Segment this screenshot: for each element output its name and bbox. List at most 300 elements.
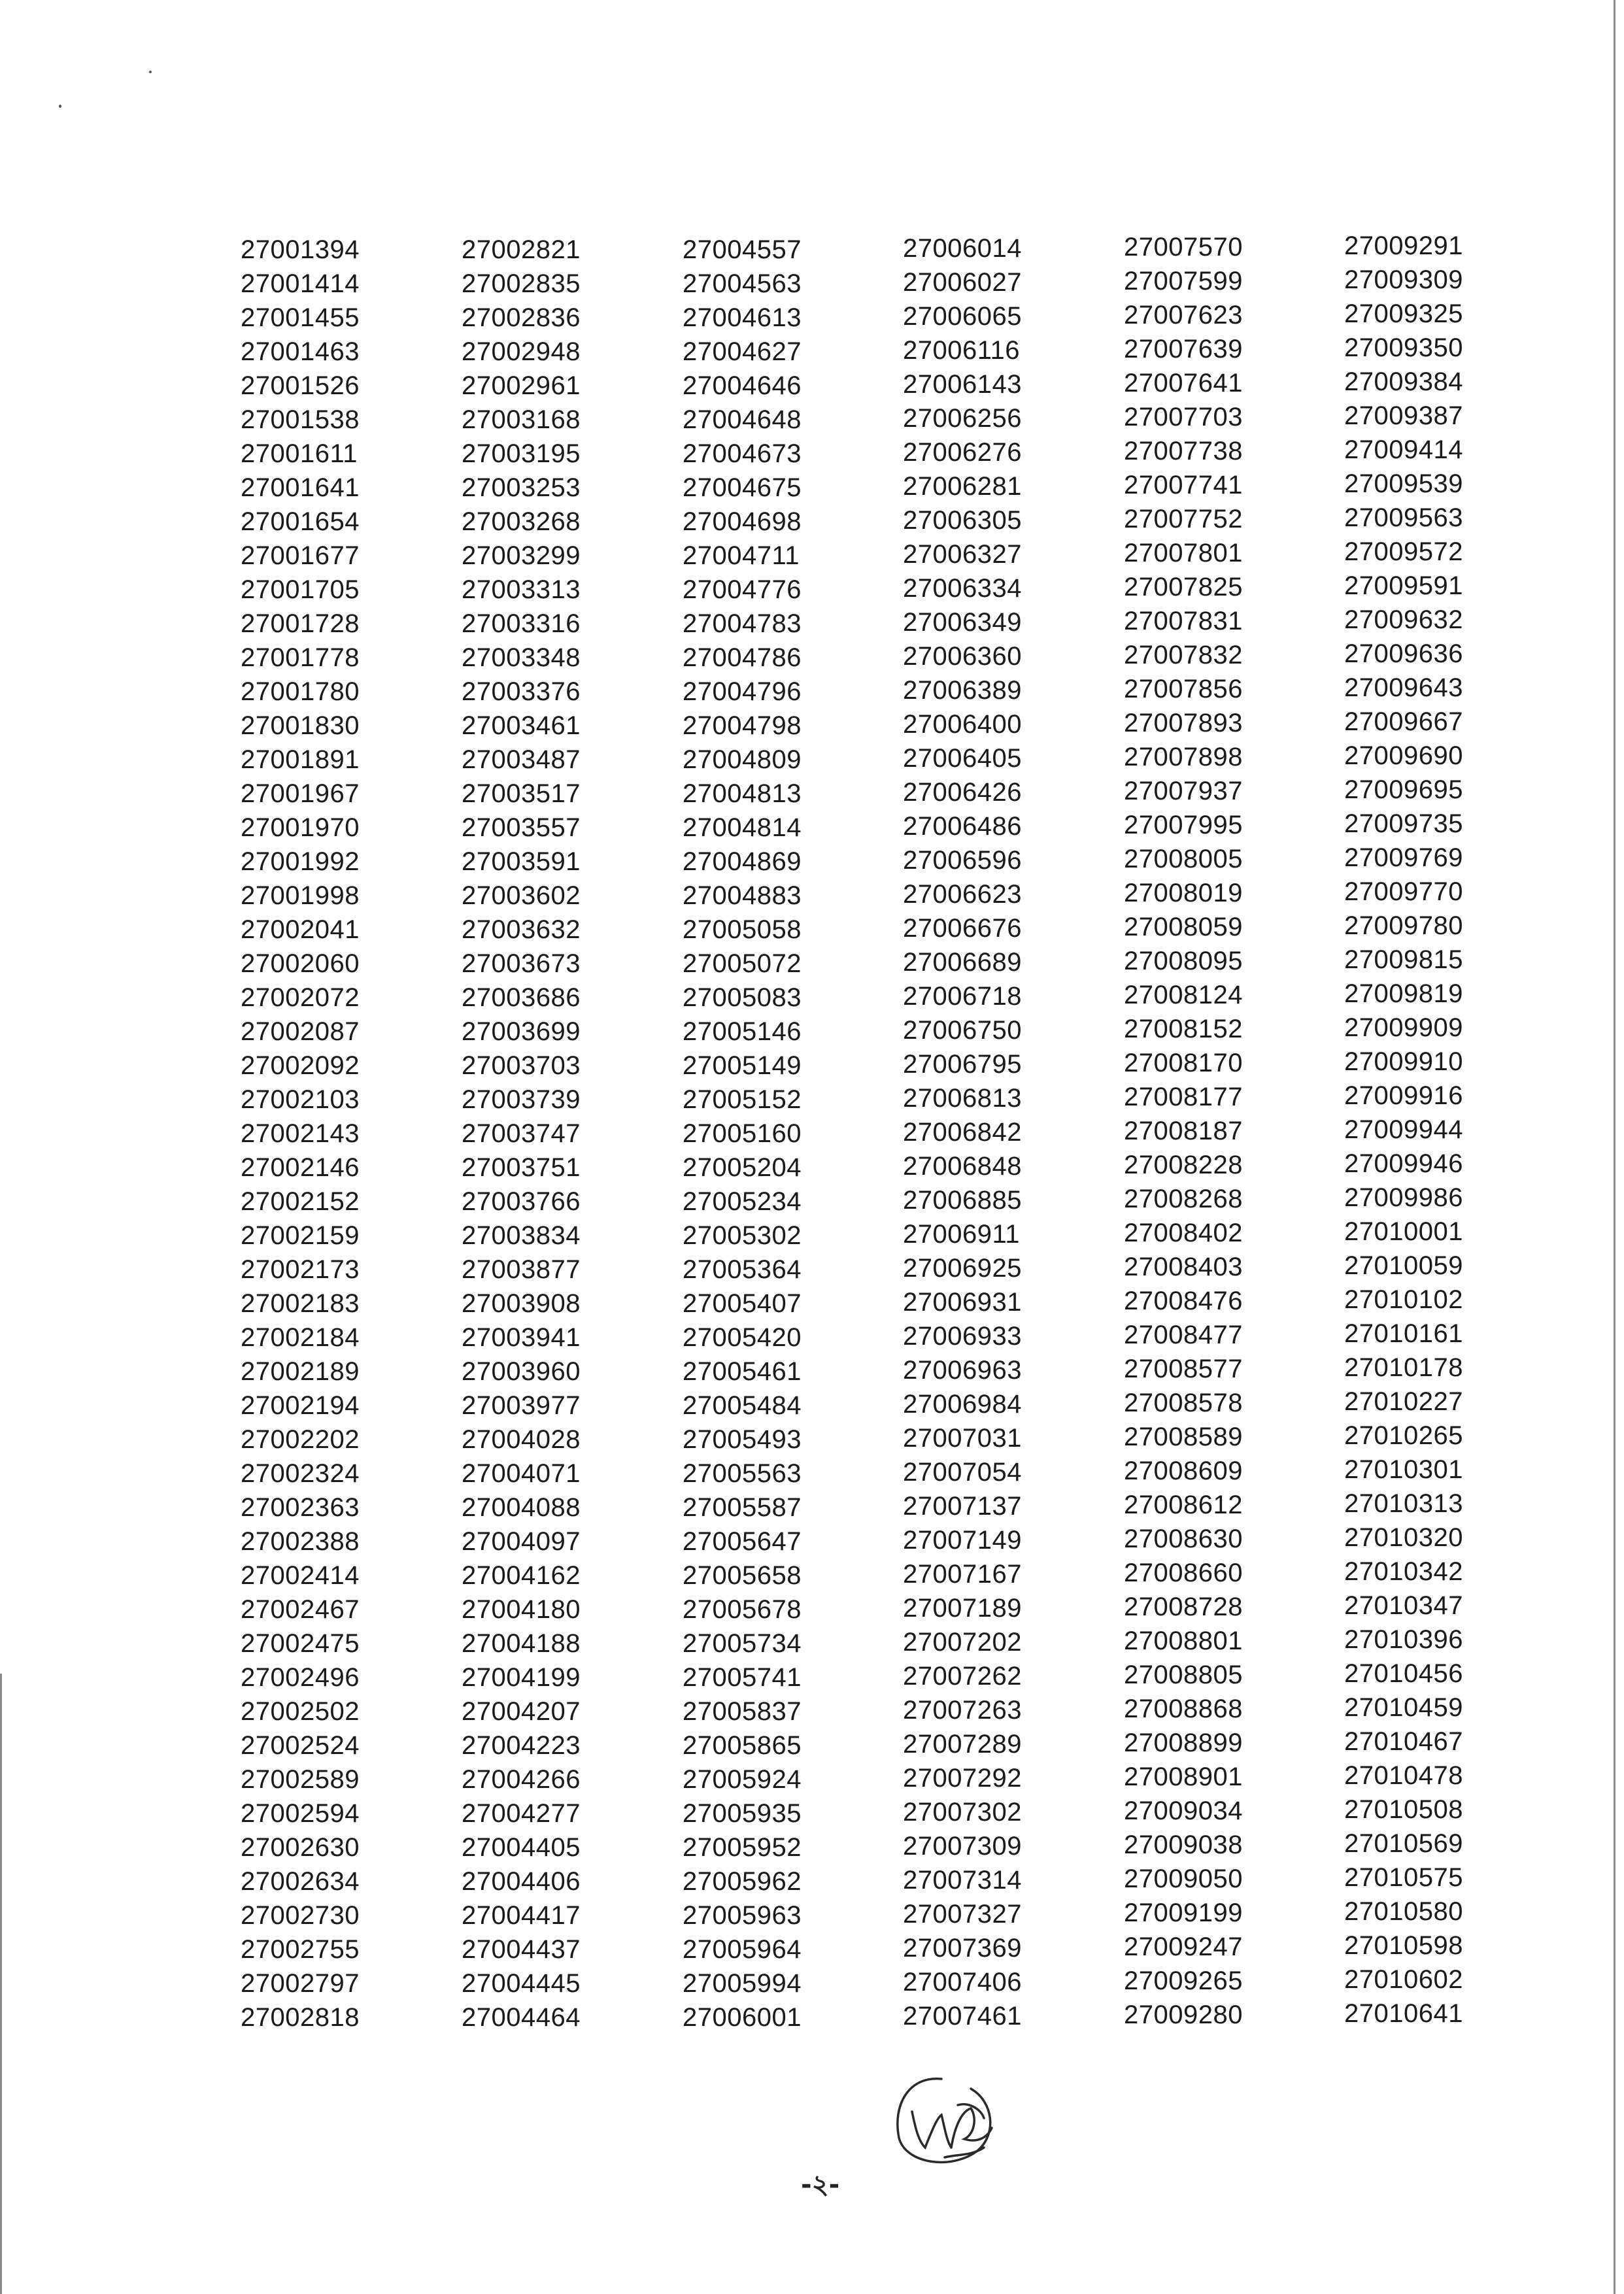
registration-number: 27005647 [683,1527,802,1556]
registration-number: 27008899 [1124,1729,1243,1757]
registration-number: 27003268 [462,507,581,536]
registration-number: 27006486 [903,812,1022,841]
registration-number: 27008402 [1124,1219,1243,1247]
registration-number: 27002961 [462,371,581,400]
registration-number: 27003699 [462,1017,581,1046]
registration-number: 27006400 [903,710,1022,739]
registration-number: 27004223 [462,1731,581,1760]
registration-number: 27006676 [903,914,1022,943]
registration-number: 27005587 [683,1493,802,1522]
registration-number: 27002589 [241,1765,360,1794]
registration-number: 27002087 [241,1017,360,1046]
registration-number: 27007262 [903,1662,1022,1691]
registration-number: 27002194 [241,1391,360,1420]
registration-number: 27010569 [1344,1829,1463,1858]
registration-number: 27004809 [683,745,802,774]
registration-number: 27004097 [462,1527,581,1556]
registration-number: 27004406 [462,1867,581,1896]
scan-speck [149,71,152,73]
registration-number: 27008476 [1124,1287,1243,1315]
registration-number: 27010598 [1344,1931,1463,1960]
registration-number: 27006256 [903,404,1022,433]
number-column-6 [1344,229,1540,2031]
registration-number: 27003591 [462,847,581,876]
registration-number: 27004162 [462,1561,581,1590]
registration-number: 27005493 [683,1425,802,1454]
registration-number: 27002092 [241,1051,360,1080]
registration-number: 27003977 [462,1391,581,1420]
registration-number: 27008589 [1124,1423,1243,1451]
registration-number: 27002159 [241,1221,360,1250]
registration-number: 27008801 [1124,1627,1243,1655]
registration-number: 27005837 [683,1697,802,1726]
registration-number: 27002363 [241,1493,360,1522]
registration-number: 27004646 [683,371,802,400]
registration-number: 27006001 [683,2003,802,2032]
registration-number: 27002755 [241,1935,360,1964]
registration-number: 27004648 [683,405,802,434]
registration-number: 27004199 [462,1663,581,1692]
registration-number: 27003834 [462,1221,581,1250]
registration-number: 27009690 [1344,741,1463,770]
registration-number: 27009247 [1124,1932,1243,1961]
registration-number: 27009572 [1344,537,1463,566]
number-column-3 [683,233,879,2034]
registration-number: 27008005 [1124,845,1243,873]
registration-number: 27007738 [1124,437,1243,465]
registration-number: 27009632 [1344,605,1463,634]
registration-number: 27004613 [683,303,802,332]
registration-number: 27001538 [241,405,360,434]
registration-number: 27008577 [1124,1355,1243,1383]
registration-number: 27006925 [903,1254,1022,1283]
registration-number: 27009667 [1344,707,1463,736]
registration-number: 27007599 [1124,267,1243,295]
registration-number: 27004557 [683,235,802,264]
registration-number: 27009735 [1344,809,1463,838]
registration-number: 27009815 [1344,945,1463,974]
registration-number: 27007031 [903,1424,1022,1453]
registration-number: 27007825 [1124,573,1243,601]
registration-number: 27006276 [903,438,1022,467]
registration-number: 27008124 [1124,981,1243,1009]
registration-number: 27008059 [1124,913,1243,941]
registration-number: 27003316 [462,609,581,638]
registration-number: 27010575 [1344,1863,1463,1892]
registration-number: 27003766 [462,1187,581,1216]
registration-number: 27008728 [1124,1593,1243,1621]
registration-number: 27004814 [683,813,802,842]
registration-number: 27005963 [683,1901,802,1930]
registration-number: 27002496 [241,1663,360,1692]
registration-number: 27008152 [1124,1015,1243,1043]
registration-number: 27010059 [1344,1251,1463,1280]
registration-number: 27009384 [1344,367,1463,396]
registration-number: 27009819 [1344,979,1463,1008]
registration-number: 27010178 [1344,1353,1463,1382]
registration-number: 27004277 [462,1799,581,1828]
registration-number: 27002146 [241,1153,360,1182]
registration-number: 27004088 [462,1493,581,1522]
registration-number: 27002388 [241,1527,360,1556]
registration-number: 27005994 [683,1969,802,1998]
registration-number: 27008609 [1124,1457,1243,1485]
registration-number: 27007893 [1124,709,1243,737]
registration-number: 27004675 [683,473,802,502]
registration-number: 27002502 [241,1697,360,1726]
registration-number: 27002173 [241,1255,360,1284]
registration-number: 27007302 [903,1798,1022,1827]
registration-number: 27005734 [683,1629,802,1658]
registration-number: 27004445 [462,1969,581,1998]
registration-number: 27008477 [1124,1321,1243,1349]
registration-number: 27004869 [683,847,802,876]
registration-number: 27002524 [241,1731,360,1760]
registration-number: 27002041 [241,915,360,944]
registration-number: 27004673 [683,439,802,468]
registration-number: 27002797 [241,1969,360,1998]
registration-number: 27007309 [903,1832,1022,1861]
registration-number: 27005935 [683,1799,802,1828]
registration-number: 27004437 [462,1935,581,1964]
registration-number: 27004698 [683,507,802,536]
scan-edge-left [0,1674,2,2294]
registration-number: 27008228 [1124,1151,1243,1179]
registration-number: 27005302 [683,1221,802,1250]
registration-number: 27009038 [1124,1830,1243,1859]
registration-number: 27005152 [683,1085,802,1114]
registration-number: 27008177 [1124,1083,1243,1111]
registration-number: 27007703 [1124,403,1243,431]
registration-number: 27003602 [462,881,581,910]
registration-number: 27006027 [903,268,1022,297]
registration-number: 27006065 [903,302,1022,331]
registration-number: 27006750 [903,1016,1022,1045]
registration-number: 27002475 [241,1629,360,1658]
registration-number: 27007741 [1124,471,1243,499]
registration-number: 27007752 [1124,505,1243,533]
registration-number: 27007189 [903,1594,1022,1623]
registration-number: 27010161 [1344,1319,1463,1348]
registration-number: 27009916 [1344,1081,1463,1110]
registration-number: 27006911 [903,1220,1020,1249]
registration-number: 27001463 [241,337,360,366]
registration-number: 27005364 [683,1255,802,1284]
registration-number: 27002467 [241,1595,360,1624]
registration-number: 27006389 [903,676,1022,705]
registration-number: 27003941 [462,1323,581,1352]
registration-number: 27009280 [1124,2000,1243,2029]
registration-number: 27006984 [903,1390,1022,1419]
registration-number: 27005420 [683,1323,802,1352]
registration-number: 27006795 [903,1050,1022,1079]
registration-number: 27002821 [462,235,581,264]
number-column-1 [241,233,437,2034]
registration-number: 27009910 [1344,1047,1463,1076]
registration-number: 27001992 [241,847,360,876]
registration-number: 27008578 [1124,1389,1243,1417]
registration-number: 27008805 [1124,1661,1243,1689]
registration-number: 27010342 [1344,1557,1463,1586]
registration-number: 27010456 [1344,1659,1463,1688]
registration-number: 27007856 [1124,675,1243,703]
registration-number: 27006305 [903,506,1022,535]
registration-number: 27003908 [462,1289,581,1318]
registration-number: 27006405 [903,744,1022,773]
registration-number: 27005204 [683,1153,802,1182]
registration-number: 27002836 [462,303,581,332]
registration-number: 27003686 [462,983,581,1012]
registration-number: 27005058 [683,915,802,944]
registration-number: 27003195 [462,439,581,468]
registration-number: 27007263 [903,1696,1022,1725]
registration-number: 27006426 [903,778,1022,807]
registration-number: 27006718 [903,982,1022,1011]
registration-number: 27007327 [903,1900,1022,1929]
registration-number: 27001677 [241,541,360,570]
registration-number: 27003487 [462,745,581,774]
registration-number: 27004783 [683,609,802,638]
registration-number: 27005407 [683,1289,802,1318]
registration-number: 27007167 [903,1560,1022,1589]
registration-number: 27002634 [241,1867,360,1896]
registration-number: 27003299 [462,541,581,570]
registration-number: 27009265 [1124,1966,1243,1995]
registration-number: 27006933 [903,1322,1022,1351]
registration-number: 27008612 [1124,1491,1243,1519]
registration-number: 27006596 [903,846,1022,875]
registration-number: 27007054 [903,1458,1022,1487]
registration-number: 27009325 [1344,299,1463,328]
registration-number: 27007461 [903,2002,1022,2031]
registration-number: 27003376 [462,677,581,706]
registration-number: 27002189 [241,1357,360,1386]
registration-number: 27009034 [1124,1796,1243,1825]
scan-edge-right [1614,0,1616,2294]
registration-number: 27005234 [683,1187,802,1216]
registration-number: 27010313 [1344,1489,1463,1518]
registration-number: 27004711 [683,541,800,570]
registration-number: 27004776 [683,575,802,604]
registration-number: 27009387 [1344,401,1463,430]
registration-number: 27007801 [1124,539,1243,567]
registration-number: 27006813 [903,1084,1022,1113]
registration-number: 27001998 [241,881,360,910]
registration-number: 27007623 [1124,301,1243,329]
registration-number: 27010580 [1344,1897,1463,1926]
registration-number: 27007406 [903,1968,1022,1997]
registration-number: 27004883 [683,881,802,910]
scan-speck [59,105,61,108]
registration-number: 27006281 [903,472,1022,501]
registration-number: 27007832 [1124,641,1243,669]
registration-number: 27003877 [462,1255,581,1284]
number-column-5 [1124,230,1320,2032]
registration-number: 27010602 [1344,1965,1463,1994]
registration-number: 27008268 [1124,1185,1243,1213]
registration-number: 27009770 [1344,877,1463,906]
registration-number: 27001641 [241,473,360,502]
registration-number: 27010320 [1344,1523,1463,1552]
registration-number: 27008901 [1124,1763,1243,1791]
number-column-4 [903,231,1099,2033]
registration-number: 27006963 [903,1356,1022,1385]
registration-number: 27006360 [903,642,1022,671]
registration-number: 27010459 [1344,1693,1463,1722]
registration-number: 27009591 [1344,571,1463,600]
registration-number: 27008170 [1124,1049,1243,1077]
registration-number: 27006931 [903,1288,1022,1317]
registration-number: 27008019 [1124,879,1243,907]
registration-number: 27004627 [683,337,802,366]
registration-number: 27006116 [903,336,1020,365]
registration-number: 27001394 [241,235,360,264]
registration-number: 27004028 [462,1425,581,1454]
registration-number: 27004796 [683,677,802,706]
registration-number: 27007137 [903,1492,1022,1521]
registration-number: 27009695 [1344,775,1463,804]
registration-number: 27001967 [241,779,360,808]
registration-number: 27002630 [241,1833,360,1862]
registration-number: 27001705 [241,575,360,604]
registration-number: 27001526 [241,371,360,400]
registration-number: 27008868 [1124,1695,1243,1723]
registration-number: 27009643 [1344,673,1463,702]
registration-number: 27002184 [241,1323,360,1352]
registration-number: 27010641 [1344,1999,1463,2028]
registration-number: 27004180 [462,1595,581,1624]
registration-number: 27009291 [1344,231,1463,260]
registration-number: 27001414 [241,269,360,298]
registration-number: 27001778 [241,643,360,672]
registration-number: 27002152 [241,1187,360,1216]
registration-number: 27005962 [683,1867,802,1896]
registration-number: 27005678 [683,1595,802,1624]
registration-number: 27001654 [241,507,360,536]
registration-number: 27009050 [1124,1864,1243,1893]
registration-number: 27004188 [462,1629,581,1658]
registration-number: 27003703 [462,1051,581,1080]
registration-number: 27009780 [1344,911,1463,940]
registration-number: 27004071 [462,1459,581,1488]
registration-number: 27007292 [903,1764,1022,1793]
registration-number: 27008630 [1124,1525,1243,1553]
page-number: -২- [801,2170,840,2200]
registration-number: 27002835 [462,269,581,298]
registration-number: 27007641 [1124,369,1243,397]
registration-number: 27004563 [683,269,802,298]
registration-number: 27003751 [462,1153,581,1182]
registration-number: 27003960 [462,1357,581,1386]
registration-number: 27002414 [241,1561,360,1590]
registration-number: 27002143 [241,1119,360,1148]
registration-number: 27007202 [903,1628,1022,1657]
registration-number: 27006623 [903,880,1022,909]
registration-number: 27010467 [1344,1727,1463,1756]
registration-number: 27001455 [241,303,360,332]
registration-number: 27003313 [462,575,581,604]
registration-number: 27001970 [241,813,360,842]
registration-number: 27003461 [462,711,581,740]
registration-number: 27006885 [903,1186,1022,1215]
registration-number: 27009909 [1344,1013,1463,1042]
registration-number: 27006334 [903,574,1022,603]
registration-number: 27010001 [1344,1217,1463,1246]
registration-number: 27005952 [683,1833,802,1862]
registration-number: 27002594 [241,1799,360,1828]
registration-number: 27003517 [462,779,581,808]
registration-number: 27006842 [903,1118,1022,1147]
registration-number: 27007831 [1124,607,1243,635]
registration-number: 27009350 [1344,333,1463,362]
registration-number: 27004417 [462,1901,581,1930]
registration-number: 27002103 [241,1085,360,1114]
registration-number: 27004813 [683,779,802,808]
registration-number: 27008660 [1124,1559,1243,1587]
registration-number: 27003253 [462,473,581,502]
registration-number: 27002324 [241,1459,360,1488]
registration-number: 27005865 [683,1731,802,1760]
registration-number: 27005924 [683,1765,802,1794]
registration-number: 27009636 [1344,639,1463,668]
registration-number: 27001830 [241,711,360,740]
registration-number: 27009414 [1344,435,1463,464]
registration-number: 27003673 [462,949,581,978]
registration-number: 27001728 [241,609,360,638]
registration-number: 27001780 [241,677,360,706]
registration-number: 27010301 [1344,1455,1463,1484]
registration-number: 27002948 [462,337,581,366]
registration-number: 27005741 [683,1663,802,1692]
registration-number: 27008403 [1124,1253,1243,1281]
registration-number: 27005563 [683,1459,802,1488]
registration-number: 27010265 [1344,1421,1463,1450]
registration-number: 27004266 [462,1765,581,1794]
registration-number: 27002818 [241,2003,360,2032]
registration-number: 27004405 [462,1833,581,1862]
registration-number: 27010508 [1344,1795,1463,1824]
registration-number: 27006689 [903,948,1022,977]
registration-number: 27005964 [683,1935,802,1964]
registration-number: 27002183 [241,1289,360,1318]
registration-number: 27007639 [1124,335,1243,363]
registration-number: 27004207 [462,1697,581,1726]
registration-number: 27003747 [462,1119,581,1148]
registration-number: 27007369 [903,1934,1022,1963]
registration-number: 27005072 [683,949,802,978]
registration-number: 27006848 [903,1152,1022,1181]
registration-number: 27007149 [903,1526,1022,1555]
registration-number: 27010227 [1344,1387,1463,1416]
registration-number: 27005160 [683,1119,802,1148]
registration-number: 27009539 [1344,469,1463,498]
registration-number: 27007314 [903,1866,1022,1895]
registration-number: 27005146 [683,1017,802,1046]
registration-number: 27006143 [903,370,1022,399]
number-column-2 [462,233,658,2034]
registration-number: 27010396 [1344,1625,1463,1654]
registration-number: 27007570 [1124,233,1243,261]
registration-number: 27009199 [1124,1898,1243,1927]
registration-number: 27002060 [241,949,360,978]
registration-number: 27009946 [1344,1149,1463,1178]
registration-number: 27010478 [1344,1761,1463,1790]
registration-number: 27005484 [683,1391,802,1420]
registration-number: 27009309 [1344,265,1463,294]
signature [879,2066,1010,2177]
registration-number: 27006327 [903,540,1022,569]
registration-number: 27001611 [241,439,358,468]
